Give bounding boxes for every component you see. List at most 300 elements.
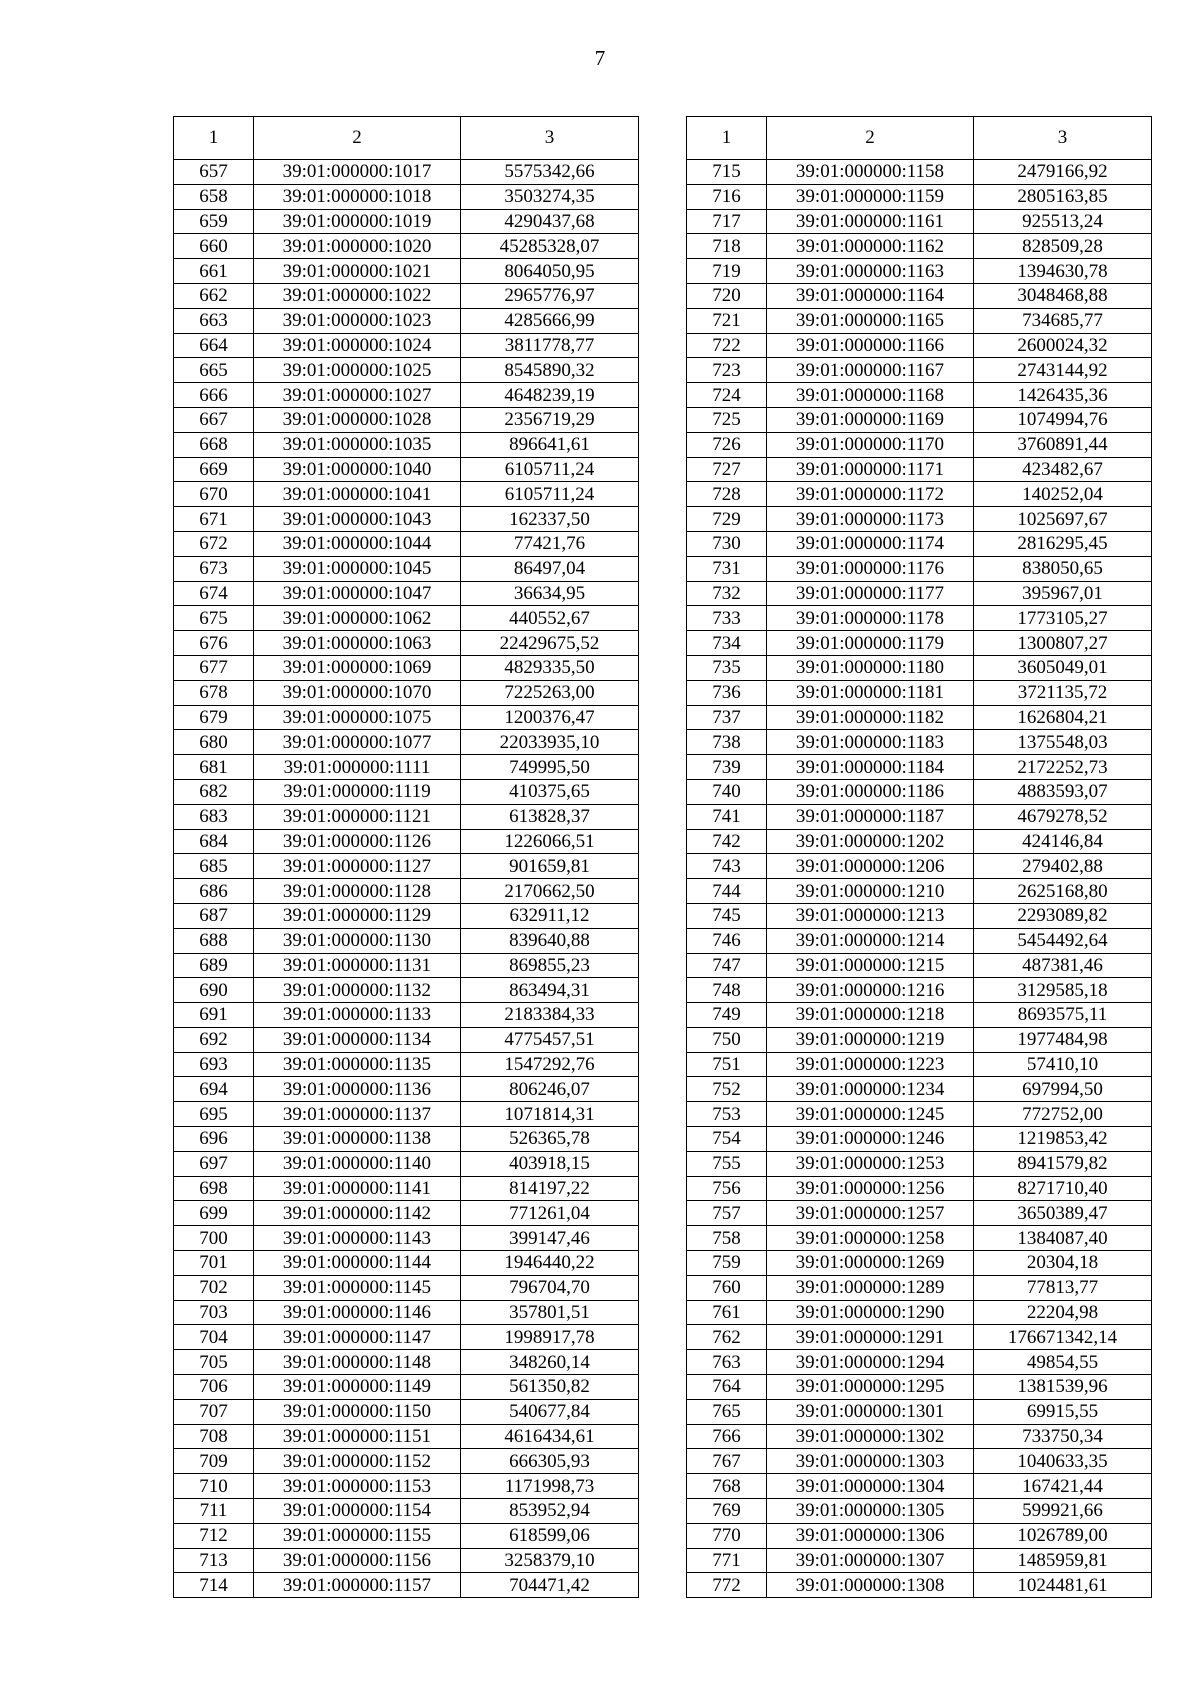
value-cell: 8545890,32: [461, 358, 639, 383]
cadastral-id-cell: 39:01:000000:1063: [254, 631, 461, 656]
cadastral-id-cell: 39:01:000000:1218: [767, 1003, 974, 1028]
row-number-cell: 706: [174, 1375, 254, 1400]
table-row: [174, 1275, 639, 1300]
table-row: [687, 1027, 1152, 1052]
value-cell: 1381539,96: [974, 1375, 1152, 1400]
row-number-cell: 665: [174, 358, 254, 383]
table-row: [174, 829, 639, 854]
row-number-cell: 669: [174, 457, 254, 482]
value-cell: 77421,76: [461, 531, 639, 556]
table-row: [174, 928, 639, 953]
row-number-cell: 762: [687, 1325, 767, 1350]
value-cell: 1426435,36: [974, 383, 1152, 408]
row-number-cell: 709: [174, 1449, 254, 1474]
table-row: [174, 903, 639, 928]
value-cell: 1171998,73: [461, 1474, 639, 1499]
value-cell: 3760891,44: [974, 432, 1152, 457]
cadastral-id-cell: 39:01:000000:1040: [254, 457, 461, 482]
row-number-cell: 729: [687, 507, 767, 532]
value-cell: 7225263,00: [461, 680, 639, 705]
row-number-cell: 678: [174, 680, 254, 705]
table-row: [174, 482, 639, 507]
table-row: [687, 1275, 1152, 1300]
value-cell: 2479166,92: [974, 160, 1152, 185]
row-number-cell: 764: [687, 1375, 767, 1400]
value-cell: 4648239,19: [461, 383, 639, 408]
table-row: [687, 308, 1152, 333]
cadastral-id-cell: 39:01:000000:1041: [254, 482, 461, 507]
row-number-cell: 657: [174, 160, 254, 185]
table-row: [174, 779, 639, 804]
value-cell: 57410,10: [974, 1052, 1152, 1077]
table-row: [174, 1077, 639, 1102]
row-number-cell: 771: [687, 1548, 767, 1573]
value-cell: 2805163,85: [974, 184, 1152, 209]
cadastral-id-cell: 39:01:000000:1069: [254, 655, 461, 680]
row-number-cell: 754: [687, 1127, 767, 1152]
table-row: [687, 928, 1152, 953]
row-number-cell: 720: [687, 283, 767, 308]
value-cell: 2356719,29: [461, 407, 639, 432]
value-cell: 1200376,47: [461, 705, 639, 730]
cadastral-id-cell: 39:01:000000:1134: [254, 1027, 461, 1052]
row-number-cell: 744: [687, 879, 767, 904]
column-header-cadastral-id: 2: [254, 117, 461, 160]
table-row: [687, 804, 1152, 829]
cadastral-id-cell: 39:01:000000:1156: [254, 1548, 461, 1573]
table-row: [687, 1325, 1152, 1350]
value-cell: 4679278,52: [974, 804, 1152, 829]
cadastral-id-cell: 39:01:000000:1043: [254, 507, 461, 532]
table-row: [687, 1424, 1152, 1449]
cadastral-id-cell: 39:01:000000:1151: [254, 1424, 461, 1449]
row-number-cell: 686: [174, 879, 254, 904]
value-cell: 410375,65: [461, 779, 639, 804]
cadastral-id-cell: 39:01:000000:1214: [767, 928, 974, 953]
row-number-cell: 700: [174, 1226, 254, 1251]
cadastral-id-cell: 39:01:000000:1023: [254, 308, 461, 333]
value-cell: 4829335,50: [461, 655, 639, 680]
table-row: [174, 755, 639, 780]
table-row: [687, 1474, 1152, 1499]
table-row: [687, 1499, 1152, 1524]
cadastral-id-cell: 39:01:000000:1216: [767, 978, 974, 1003]
cadastral-id-cell: 39:01:000000:1178: [767, 606, 974, 631]
row-number-cell: 692: [174, 1027, 254, 1052]
row-number-cell: 726: [687, 432, 767, 457]
table-row: [687, 655, 1152, 680]
table-row: [174, 1474, 639, 1499]
row-number-cell: 715: [687, 160, 767, 185]
row-number-cell: 690: [174, 978, 254, 1003]
cadastral-id-cell: 39:01:000000:1206: [767, 854, 974, 879]
value-cell: 162337,50: [461, 507, 639, 532]
table-row: [687, 581, 1152, 606]
table-row: [174, 1251, 639, 1276]
value-cell: 4883593,07: [974, 779, 1152, 804]
row-number-cell: 735: [687, 655, 767, 680]
value-cell: 5575342,66: [461, 160, 639, 185]
table-row: [687, 531, 1152, 556]
row-number-cell: 687: [174, 903, 254, 928]
table-row: [687, 160, 1152, 185]
value-cell: 1300807,27: [974, 631, 1152, 656]
table-row: [687, 829, 1152, 854]
value-cell: 814197,22: [461, 1176, 639, 1201]
cadastral-id-cell: 39:01:000000:1163: [767, 259, 974, 284]
cadastral-id-cell: 39:01:000000:1135: [254, 1052, 461, 1077]
table-row: [174, 407, 639, 432]
table-row: [687, 903, 1152, 928]
table-row: [174, 1102, 639, 1127]
cadastral-id-cell: 39:01:000000:1168: [767, 383, 974, 408]
column-header-cadastral-id: 2: [767, 117, 974, 160]
value-cell: 3650389,47: [974, 1201, 1152, 1226]
table-row: [174, 1573, 639, 1598]
value-cell: 3503274,35: [461, 184, 639, 209]
value-cell: 423482,67: [974, 457, 1152, 482]
value-cell: 925513,24: [974, 209, 1152, 234]
table-row: [174, 804, 639, 829]
cadastral-id-cell: 39:01:000000:1246: [767, 1127, 974, 1152]
value-cell: 599921,66: [974, 1499, 1152, 1524]
table-row: [174, 631, 639, 656]
cadastral-id-cell: 39:01:000000:1210: [767, 879, 974, 904]
page-number: 7: [594, 46, 606, 70]
value-cell: 77813,77: [974, 1275, 1152, 1300]
cadastral-id-cell: 39:01:000000:1148: [254, 1350, 461, 1375]
value-cell: 3048468,88: [974, 283, 1152, 308]
cadastral-id-cell: 39:01:000000:1018: [254, 184, 461, 209]
value-cell: 1485959,81: [974, 1548, 1152, 1573]
value-cell: 403918,15: [461, 1151, 639, 1176]
value-cell: 6105711,24: [461, 482, 639, 507]
table-row: [687, 1176, 1152, 1201]
table-row: [174, 730, 639, 755]
cadastral-id-cell: 39:01:000000:1126: [254, 829, 461, 854]
value-cell: 167421,44: [974, 1474, 1152, 1499]
row-number-cell: 742: [687, 829, 767, 854]
row-number-cell: 702: [174, 1275, 254, 1300]
table-header-row: [174, 117, 639, 160]
cadastral-id-cell: 39:01:000000:1153: [254, 1474, 461, 1499]
cadastral-id-cell: 39:01:000000:1269: [767, 1251, 974, 1276]
value-cell: 140252,04: [974, 482, 1152, 507]
cadastral-id-cell: 39:01:000000:1020: [254, 234, 461, 259]
table-row: [687, 507, 1152, 532]
cadastral-id-cell: 39:01:000000:1289: [767, 1275, 974, 1300]
row-number-cell: 666: [174, 383, 254, 408]
table-row: [174, 1027, 639, 1052]
row-number-cell: 714: [174, 1573, 254, 1598]
table-row: [174, 234, 639, 259]
row-number-cell: 734: [687, 631, 767, 656]
value-cell: 487381,46: [974, 953, 1152, 978]
cadastral-id-cell: 39:01:000000:1119: [254, 779, 461, 804]
cadastral-id-cell: 39:01:000000:1257: [767, 1201, 974, 1226]
row-number-cell: 680: [174, 730, 254, 755]
row-number-cell: 750: [687, 1027, 767, 1052]
table-row: [174, 507, 639, 532]
table-row: [687, 680, 1152, 705]
value-cell: 1219853,42: [974, 1127, 1152, 1152]
row-number-cell: 732: [687, 581, 767, 606]
cadastral-id-cell: 39:01:000000:1019: [254, 209, 461, 234]
value-cell: 22033935,10: [461, 730, 639, 755]
cadastral-id-cell: 39:01:000000:1161: [767, 209, 974, 234]
table-row: [687, 1350, 1152, 1375]
value-cell: 22204,98: [974, 1300, 1152, 1325]
cadastral-id-cell: 39:01:000000:1155: [254, 1523, 461, 1548]
value-cell: 3721135,72: [974, 680, 1152, 705]
value-cell: 22429675,52: [461, 631, 639, 656]
value-cell: 666305,93: [461, 1449, 639, 1474]
table-row: [174, 705, 639, 730]
table-row: [174, 655, 639, 680]
cadastral-id-cell: 39:01:000000:1149: [254, 1375, 461, 1400]
cadastral-id-cell: 39:01:000000:1111: [254, 755, 461, 780]
table-header-row: [687, 117, 1152, 160]
table-row: [174, 1151, 639, 1176]
row-number-cell: 763: [687, 1350, 767, 1375]
value-cell: 4290437,68: [461, 209, 639, 234]
row-number-cell: 707: [174, 1399, 254, 1424]
row-number-cell: 710: [174, 1474, 254, 1499]
cadastral-id-cell: 39:01:000000:1136: [254, 1077, 461, 1102]
table-row: [174, 1201, 639, 1226]
row-number-cell: 704: [174, 1325, 254, 1350]
cadastral-id-cell: 39:01:000000:1138: [254, 1127, 461, 1152]
table-row: [687, 1127, 1152, 1152]
value-cell: 2293089,82: [974, 903, 1152, 928]
row-number-cell: 705: [174, 1350, 254, 1375]
table-row: [687, 879, 1152, 904]
cadastral-id-cell: 39:01:000000:1021: [254, 259, 461, 284]
row-number-cell: 713: [174, 1548, 254, 1573]
value-cell: 3605049,01: [974, 655, 1152, 680]
row-number-cell: 746: [687, 928, 767, 953]
row-number-cell: 703: [174, 1300, 254, 1325]
value-cell: 734685,77: [974, 308, 1152, 333]
table-row: [687, 606, 1152, 631]
value-cell: 6105711,24: [461, 457, 639, 482]
column-header-number: 1: [174, 117, 254, 160]
cadastral-id-cell: 39:01:000000:1303: [767, 1449, 974, 1474]
value-cell: 772752,00: [974, 1102, 1152, 1127]
cadastral-id-cell: 39:01:000000:1295: [767, 1375, 974, 1400]
cadastral-id-cell: 39:01:000000:1169: [767, 407, 974, 432]
row-number-cell: 685: [174, 854, 254, 879]
row-number-cell: 748: [687, 978, 767, 1003]
row-number-cell: 708: [174, 1424, 254, 1449]
value-cell: 1626804,21: [974, 705, 1152, 730]
cadastral-id-cell: 39:01:000000:1179: [767, 631, 974, 656]
value-cell: 36634,95: [461, 581, 639, 606]
value-cell: 613828,37: [461, 804, 639, 829]
value-cell: 540677,84: [461, 1399, 639, 1424]
table-row: [687, 259, 1152, 284]
cadastral-id-cell: 39:01:000000:1062: [254, 606, 461, 631]
cadastral-id-cell: 39:01:000000:1070: [254, 680, 461, 705]
row-number-cell: 676: [174, 631, 254, 656]
cadastral-id-cell: 39:01:000000:1144: [254, 1251, 461, 1276]
column-header-value: 3: [461, 117, 639, 160]
cadastral-id-cell: 39:01:000000:1137: [254, 1102, 461, 1127]
cadastral-id-cell: 39:01:000000:1047: [254, 581, 461, 606]
cadastral-id-cell: 39:01:000000:1306: [767, 1523, 974, 1548]
row-number-cell: 661: [174, 259, 254, 284]
value-cell: 2170662,50: [461, 879, 639, 904]
cadastral-id-cell: 39:01:000000:1301: [767, 1399, 974, 1424]
cadastral-id-cell: 39:01:000000:1184: [767, 755, 974, 780]
value-cell: 3258379,10: [461, 1548, 639, 1573]
table-row: [174, 1300, 639, 1325]
cadastral-id-cell: 39:01:000000:1075: [254, 705, 461, 730]
value-cell: 749995,50: [461, 755, 639, 780]
cadastral-id-cell: 39:01:000000:1077: [254, 730, 461, 755]
table-row: [174, 680, 639, 705]
value-cell: 20304,18: [974, 1251, 1152, 1276]
value-cell: 1040633,35: [974, 1449, 1152, 1474]
table-row: [687, 482, 1152, 507]
row-number-cell: 672: [174, 531, 254, 556]
row-number-cell: 725: [687, 407, 767, 432]
table-row: [174, 606, 639, 631]
value-cell: 863494,31: [461, 978, 639, 1003]
cadastral-id-cell: 39:01:000000:1133: [254, 1003, 461, 1028]
cadastral-id-cell: 39:01:000000:1152: [254, 1449, 461, 1474]
value-cell: 1977484,98: [974, 1027, 1152, 1052]
value-cell: 395967,01: [974, 581, 1152, 606]
table-row: [174, 1003, 639, 1028]
row-number-cell: 670: [174, 482, 254, 507]
cadastral-id-cell: 39:01:000000:1129: [254, 903, 461, 928]
value-cell: 838050,65: [974, 556, 1152, 581]
cadastral-id-cell: 39:01:000000:1186: [767, 779, 974, 804]
table-row: [174, 1424, 639, 1449]
cadastral-id-cell: 39:01:000000:1145: [254, 1275, 461, 1300]
value-cell: 1547292,76: [461, 1052, 639, 1077]
table-row: [687, 730, 1152, 755]
table-row: [687, 1375, 1152, 1400]
table-row: [687, 1003, 1152, 1028]
value-cell: 526365,78: [461, 1127, 639, 1152]
cadastral-id-cell: 39:01:000000:1171: [767, 457, 974, 482]
table-row: [687, 1399, 1152, 1424]
row-number-cell: 697: [174, 1151, 254, 1176]
value-cell: 1025697,67: [974, 507, 1152, 532]
value-cell: 49854,55: [974, 1350, 1152, 1375]
value-cell: 45285328,07: [461, 234, 639, 259]
row-number-cell: 659: [174, 209, 254, 234]
table-row: [687, 1573, 1152, 1598]
table-row: [174, 854, 639, 879]
value-cell: 8941579,82: [974, 1151, 1152, 1176]
cadastral-id-cell: 39:01:000000:1132: [254, 978, 461, 1003]
table-row: [174, 1375, 639, 1400]
cadastral-id-cell: 39:01:000000:1027: [254, 383, 461, 408]
value-cell: 2743144,92: [974, 358, 1152, 383]
value-cell: 2172252,73: [974, 755, 1152, 780]
cadastral-id-cell: 39:01:000000:1234: [767, 1077, 974, 1102]
table-row: [174, 1325, 639, 1350]
table-row: [687, 978, 1152, 1003]
column-header-value: 3: [974, 117, 1152, 160]
table-row: [687, 209, 1152, 234]
table-row: [687, 234, 1152, 259]
row-number-cell: 716: [687, 184, 767, 209]
table-row: [687, 1226, 1152, 1251]
value-cell: 5454492,64: [974, 928, 1152, 953]
cadastral-id-cell: 39:01:000000:1294: [767, 1350, 974, 1375]
table-row: [687, 1151, 1152, 1176]
value-cell: 1394630,78: [974, 259, 1152, 284]
row-number-cell: 688: [174, 928, 254, 953]
table-row: [174, 333, 639, 358]
table-row: [174, 160, 639, 185]
table-row: [174, 1052, 639, 1077]
value-cell: 440552,67: [461, 606, 639, 631]
cadastral-id-cell: 39:01:000000:1142: [254, 1201, 461, 1226]
value-cell: 806246,07: [461, 1077, 639, 1102]
row-number-cell: 772: [687, 1573, 767, 1598]
table-row: [687, 432, 1152, 457]
value-cell: 1226066,51: [461, 829, 639, 854]
row-number-cell: 727: [687, 457, 767, 482]
row-number-cell: 749: [687, 1003, 767, 1028]
cadastral-id-cell: 39:01:000000:1304: [767, 1474, 974, 1499]
table-row: [687, 184, 1152, 209]
cadastral-id-cell: 39:01:000000:1022: [254, 283, 461, 308]
value-cell: 1998917,78: [461, 1325, 639, 1350]
table-row: [174, 358, 639, 383]
cadastral-id-cell: 39:01:000000:1017: [254, 160, 461, 185]
cadastral-id-cell: 39:01:000000:1141: [254, 1176, 461, 1201]
cadastral-id-cell: 39:01:000000:1158: [767, 160, 974, 185]
cadastral-id-cell: 39:01:000000:1140: [254, 1151, 461, 1176]
table-row: [687, 1102, 1152, 1127]
table-row: [687, 1300, 1152, 1325]
value-cell: 2600024,32: [974, 333, 1152, 358]
value-cell: 4775457,51: [461, 1027, 639, 1052]
value-cell: 3129585,18: [974, 978, 1152, 1003]
row-number-cell: 660: [174, 234, 254, 259]
row-number-cell: 681: [174, 755, 254, 780]
table-row: [687, 1201, 1152, 1226]
row-number-cell: 753: [687, 1102, 767, 1127]
value-cell: 3811778,77: [461, 333, 639, 358]
table-row: [174, 1499, 639, 1524]
table-row: [687, 631, 1152, 656]
table-row: [174, 383, 639, 408]
table-row: [174, 1176, 639, 1201]
value-cell: 1384087,40: [974, 1226, 1152, 1251]
table-body: [687, 160, 1152, 1598]
cadastral-id-cell: 39:01:000000:1146: [254, 1300, 461, 1325]
row-number-cell: 745: [687, 903, 767, 928]
table-row: [174, 531, 639, 556]
value-cell: 8693575,11: [974, 1003, 1152, 1028]
table-row: [174, 432, 639, 457]
cadastral-id-cell: 39:01:000000:1291: [767, 1325, 974, 1350]
value-cell: 348260,14: [461, 1350, 639, 1375]
row-number-cell: 674: [174, 581, 254, 606]
table-row: [174, 457, 639, 482]
table-row: [687, 283, 1152, 308]
cadastral-id-cell: 39:01:000000:1157: [254, 1573, 461, 1598]
value-cell: 4285666,99: [461, 308, 639, 333]
table-row: [687, 953, 1152, 978]
